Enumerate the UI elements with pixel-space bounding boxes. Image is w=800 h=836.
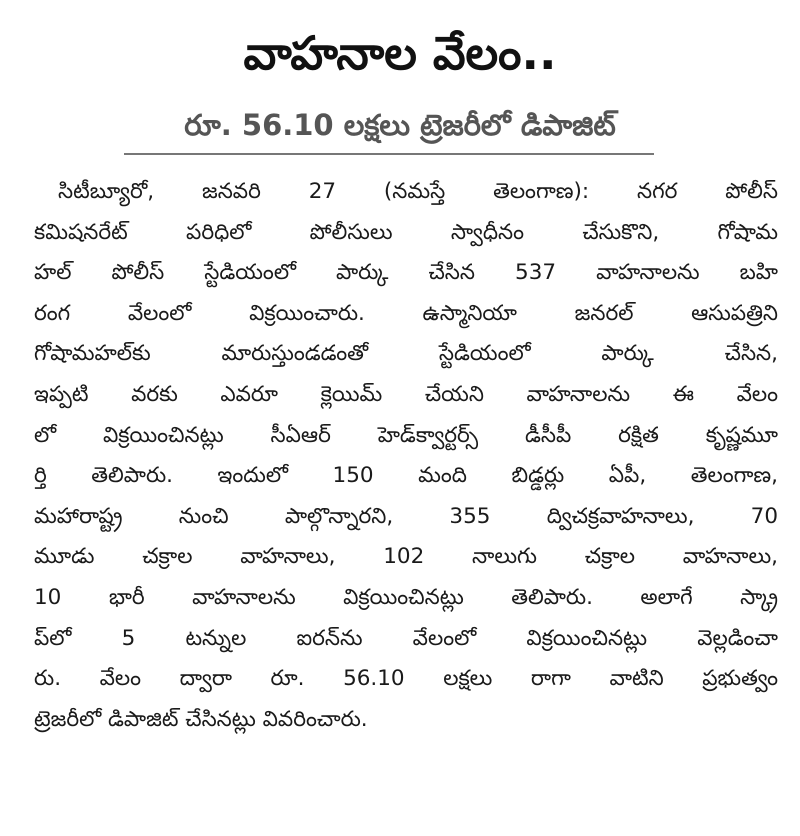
body-line: మహారాష్ట్ర నుంచి పాల్గొన్నారని, 355 ద్విచక్రవాహనాలు, 70: [34, 503, 778, 529]
article-body: [34, 172, 778, 740]
body-line: గోషామహల్‌కు మారుస్తుండడంతో స్టేడియంలో పార్కు చేసిన,: [34, 341, 778, 367]
subheadline: రూ. 56.10 లక్షలు ట్రెజరీలో డిపాజిట్: [184, 108, 616, 142]
body-line: 10 భారీ వాహనాలను విక్రయించినట్లు తెలిపారు. అలాగే స్క్రా: [34, 584, 778, 610]
body-line: కమిషనరేట్ పరిధిలో పోలీసులు స్వాధీనం చేసుకొని, గోషామ: [34, 219, 778, 245]
body-line: ర్తి తెలిపారు. ఇందులో 150 మంది బిడ్డర్లు ఏపీ, తెలంగాణ,: [34, 463, 778, 489]
body-line: రంగ వేలంలో విక్రయించారు. ఉస్మానియా జనరల్ ఆసుపత్రిని: [34, 300, 778, 326]
body-line: హల్ పోలీస్ స్టేడియంలో పార్కు చేసిన 537 వాహనాలను బహి: [34, 260, 778, 286]
body-line: సిటీబ్యూరో, జనవరి 27 (నమస్తే తెలంగాణ): నగర పోలీస్: [58, 179, 778, 204]
body-line: మూడు చక్రాల వాహనాలు, 102 నాలుగు చక్రాల వాహనాలు,: [34, 544, 778, 570]
body-line: ట్రెజరీలో డిపాజిట్ చేసినట్లు వివరించారు.: [34, 706, 368, 732]
body-line: లో విక్రయించినట్లు సీఏఆర్ హెడ్‌క్వార్టర్స్ డీసీపీ రక్షిత కృష్ణమూ: [34, 422, 778, 448]
subheadline-underline: [124, 153, 654, 155]
body-line: ఇప్పటి వరకు ఎవరూ క్లెయిమ్ చేయని వాహనాలను ఈ వేలం: [34, 381, 778, 407]
body-line: ప్‌లో 5 టన్నుల ఐరన్‌ను వేలంలో విక్రయించినట్లు వెల్లడించా: [34, 625, 778, 651]
headline: వాహనాల వేలం..: [243, 26, 557, 80]
body-line: రు. వేలం ద్వారా రూ. 56.10 లక్షలు రాగా వాటిని ప్రభుత్వం: [34, 666, 778, 692]
